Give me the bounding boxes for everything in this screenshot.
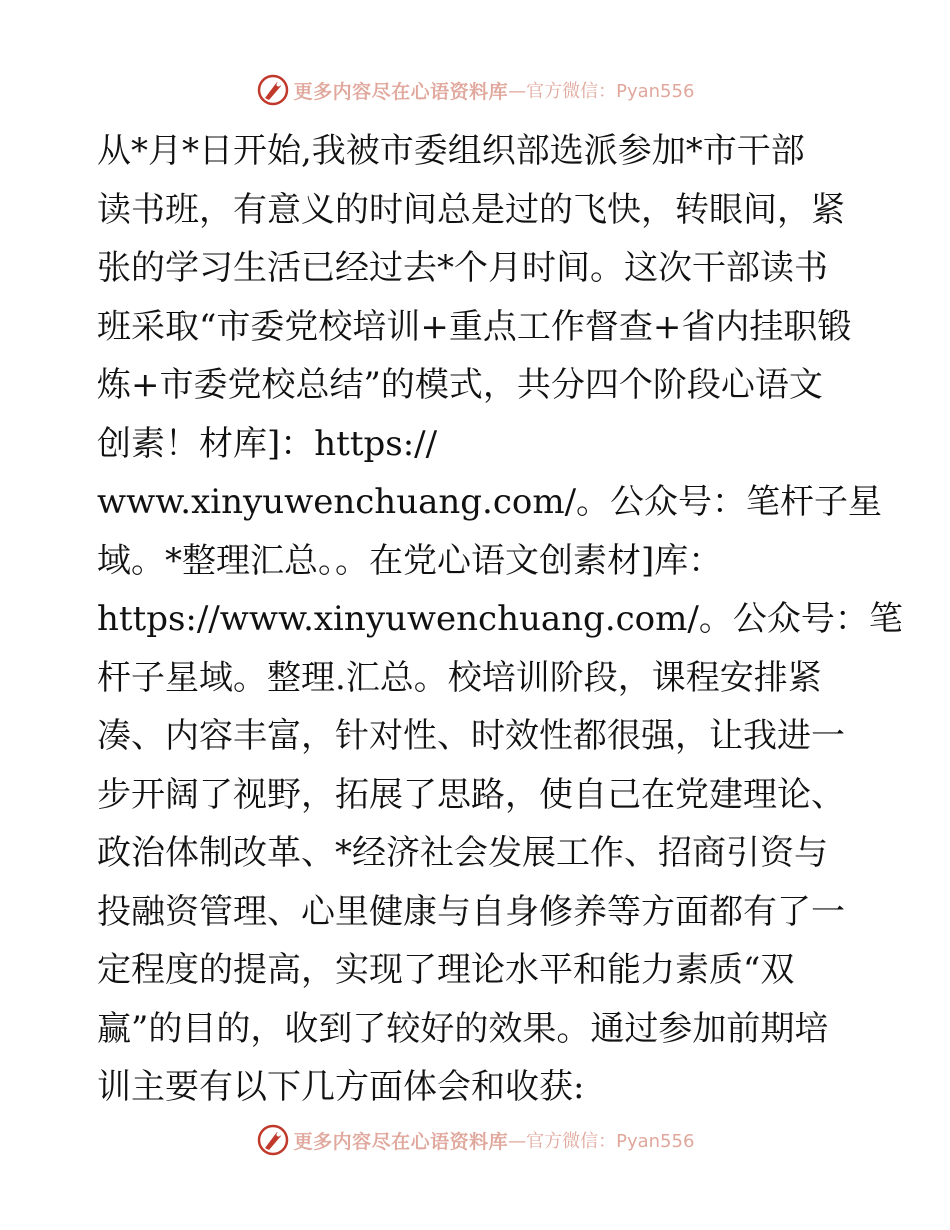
- banner-brand-text: 更多内容尽在心语资料库: [293, 1130, 509, 1153]
- body-line: https://www.xinyuwenchuang.com/。公众号：笔: [97, 599, 903, 639]
- body-line: 政治体制改革、*经济社会发展工作、招商引资与: [97, 833, 828, 873]
- body-line: 凑、内容丰富，针对性、时效性都很强，让我进一: [97, 716, 845, 756]
- document-body: [97, 122, 903, 1117]
- body-line: 创素！材库]：https://: [97, 423, 438, 464]
- banner-contact-text: —官方微信：Pyan556: [508, 1131, 695, 1152]
- body-line: 张的学习生活已经过去*个月时间。这次干部读书: [97, 248, 828, 288]
- body-line: 步开阔了视野，拓展了思路，使自己在党建理论、: [97, 774, 845, 815]
- body-line: 杆子星域。整理.汇总。校培训阶段，课程安排紧: [97, 657, 822, 698]
- body-line: 训主要有以下几方面体会和收获:: [97, 1067, 585, 1107]
- pen-nib-logo-icon: [256, 73, 290, 107]
- pen-nib-logo-icon: [256, 1123, 290, 1157]
- header-banner: [0, 70, 950, 110]
- body-line: 投融资管理、心里健康与自身修养等方面都有了一: [97, 891, 845, 932]
- body-line: 读书班，有意义的时间总是过的飞快，转眼间，紧: [97, 189, 845, 230]
- body-line: 炼+市委党校总结”的模式，共分四个阶段心语文: [97, 365, 823, 405]
- footer-banner: [0, 1120, 950, 1160]
- body-line: 赢”的目的，收到了较好的效果。通过参加前期培: [97, 1008, 829, 1049]
- banner-contact-text: —官方微信：Pyan556: [508, 81, 695, 102]
- body-line: 从*月*日开始,我被市委组织部选派参加*市干部: [97, 131, 805, 171]
- body-line: 定程度的提高，实现了理论水平和能力素质“双: [97, 950, 795, 990]
- banner-brand-text: 更多内容尽在心语资料库: [293, 80, 509, 103]
- body-line: 班采取“市委党校培训+重点工作督查+省内挂职锻: [97, 306, 852, 347]
- body-line: www.xinyuwenchuang.com/。公众号：笔杆子星: [97, 482, 883, 522]
- body-line: 域。*整理汇总。。在党心语文创素材]库：: [97, 540, 723, 581]
